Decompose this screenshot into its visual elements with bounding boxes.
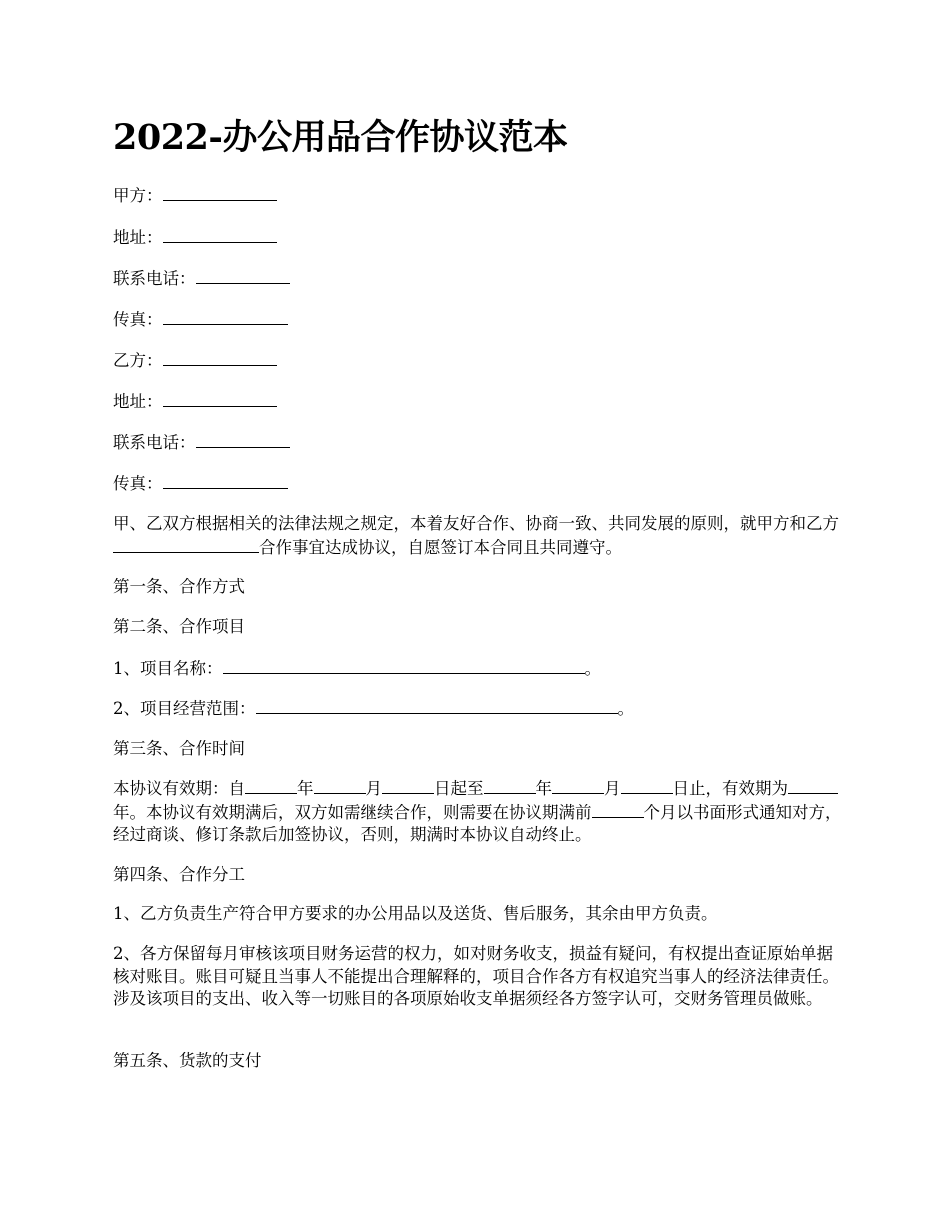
project-scope-line (113, 697, 634, 720)
party-b-phone-label: 联系电话： (113, 433, 196, 452)
party-b-fax-label: 传真： (113, 474, 163, 493)
end-day-blank (621, 777, 673, 794)
party-b-fax-blank (163, 472, 288, 489)
article-3-heading: 第三条、合作时间 (113, 739, 245, 758)
term-text-8: 年。本协议有效期满后，双方如需继续合作，则需要在协议期满前 (113, 802, 592, 822)
project-scope-label: 2、项目经营范围： (113, 699, 256, 718)
project-scope-end: 。 (617, 699, 634, 718)
article-2-heading: 第二条、合作项目 (113, 617, 245, 636)
party-b-name-blank (163, 349, 277, 366)
end-month-blank (552, 777, 604, 794)
party-a-address-blank (163, 226, 277, 243)
party-b-phone-line (113, 431, 290, 454)
party-a-name-line (113, 184, 277, 207)
term-text-2: 年 (297, 779, 314, 798)
party-a-fax-blank (163, 308, 288, 325)
term-text-1: 本协议有效期：自 (113, 779, 245, 798)
article-1-heading: 第一条、合作方式 (113, 577, 245, 596)
project-name-end: 。 (584, 659, 601, 678)
start-year-blank (245, 777, 297, 794)
term-text-6: 月 (604, 779, 621, 798)
term-text-5: 年 (535, 779, 552, 798)
party-a-address-label: 地址： (113, 228, 163, 247)
preamble-text-2: 合作事宜达成协议，自愿签订本合同且共同遵守。 (259, 537, 622, 557)
project-name-blank (223, 657, 585, 674)
term-years-blank (788, 777, 838, 794)
project-scope-blank (256, 697, 618, 714)
term-text-3: 月 (365, 779, 382, 798)
project-name-label: 1、项目名称： (113, 659, 223, 678)
party-b-address-line (113, 390, 277, 413)
term-paragraph (113, 777, 843, 847)
term-text-9: 个月以书面形式通知对方，经过商谈、修订条款后加签协议，否则，期满时本协议自动终止。 (113, 802, 842, 844)
party-a-fax-label: 传真： (113, 310, 163, 329)
party-a-phone-line (113, 267, 290, 290)
notice-months-blank (592, 801, 644, 818)
preamble-text-1: 甲、乙双方根据相关的法律法规之规定，本着友好合作、协商一致、共同发展的原则，就甲方和乙方 (113, 514, 839, 533)
party-b-address-label: 地址： (113, 392, 163, 411)
article-4-heading: 第四条、合作分工 (113, 865, 245, 884)
division-clause-2: 2、各方保留每月审核该项目财务运营的权力，如对财务收支，损益有疑问，有权提出查证原始单据核对账目。账目可疑且当事人不能提出合理解释的，项目合作各方有权追究当事人的经济法律责任。涉及该项目的支出、收入等一切账目的各项原始收支单据须经各方签字认可，交财务管理员做账。 (113, 944, 839, 1008)
party-a-name-blank (163, 184, 277, 201)
preamble-paragraph (113, 513, 843, 559)
party-a-name-label: 甲方： (113, 186, 163, 205)
start-day-blank (382, 777, 434, 794)
party-b-fax-line (113, 472, 288, 495)
document-title: 2022-办公用品合作协议范本 (113, 117, 568, 158)
party-a-phone-label: 联系电话： (113, 269, 196, 288)
article-5-heading: 第五条、货款的支付 (113, 1051, 262, 1070)
term-text-7: 日止，有效期为 (672, 779, 788, 798)
party-a-phone-blank (196, 267, 290, 284)
end-year-blank (484, 777, 536, 794)
project-blank (113, 536, 259, 553)
party-b-phone-blank (196, 431, 290, 448)
party-b-address-blank (163, 390, 277, 407)
start-month-blank (314, 777, 366, 794)
party-a-fax-line (113, 308, 288, 331)
term-text-4: 日起至 (434, 779, 484, 798)
party-b-name-label: 乙方： (113, 351, 163, 370)
party-a-address-line (113, 226, 277, 249)
party-b-name-line (113, 349, 277, 372)
project-name-line (113, 657, 601, 680)
division-clause-1: 1、乙方负责生产符合甲方要求的办公用品以及送货、售后服务，其余由甲方负责。 (113, 904, 718, 923)
